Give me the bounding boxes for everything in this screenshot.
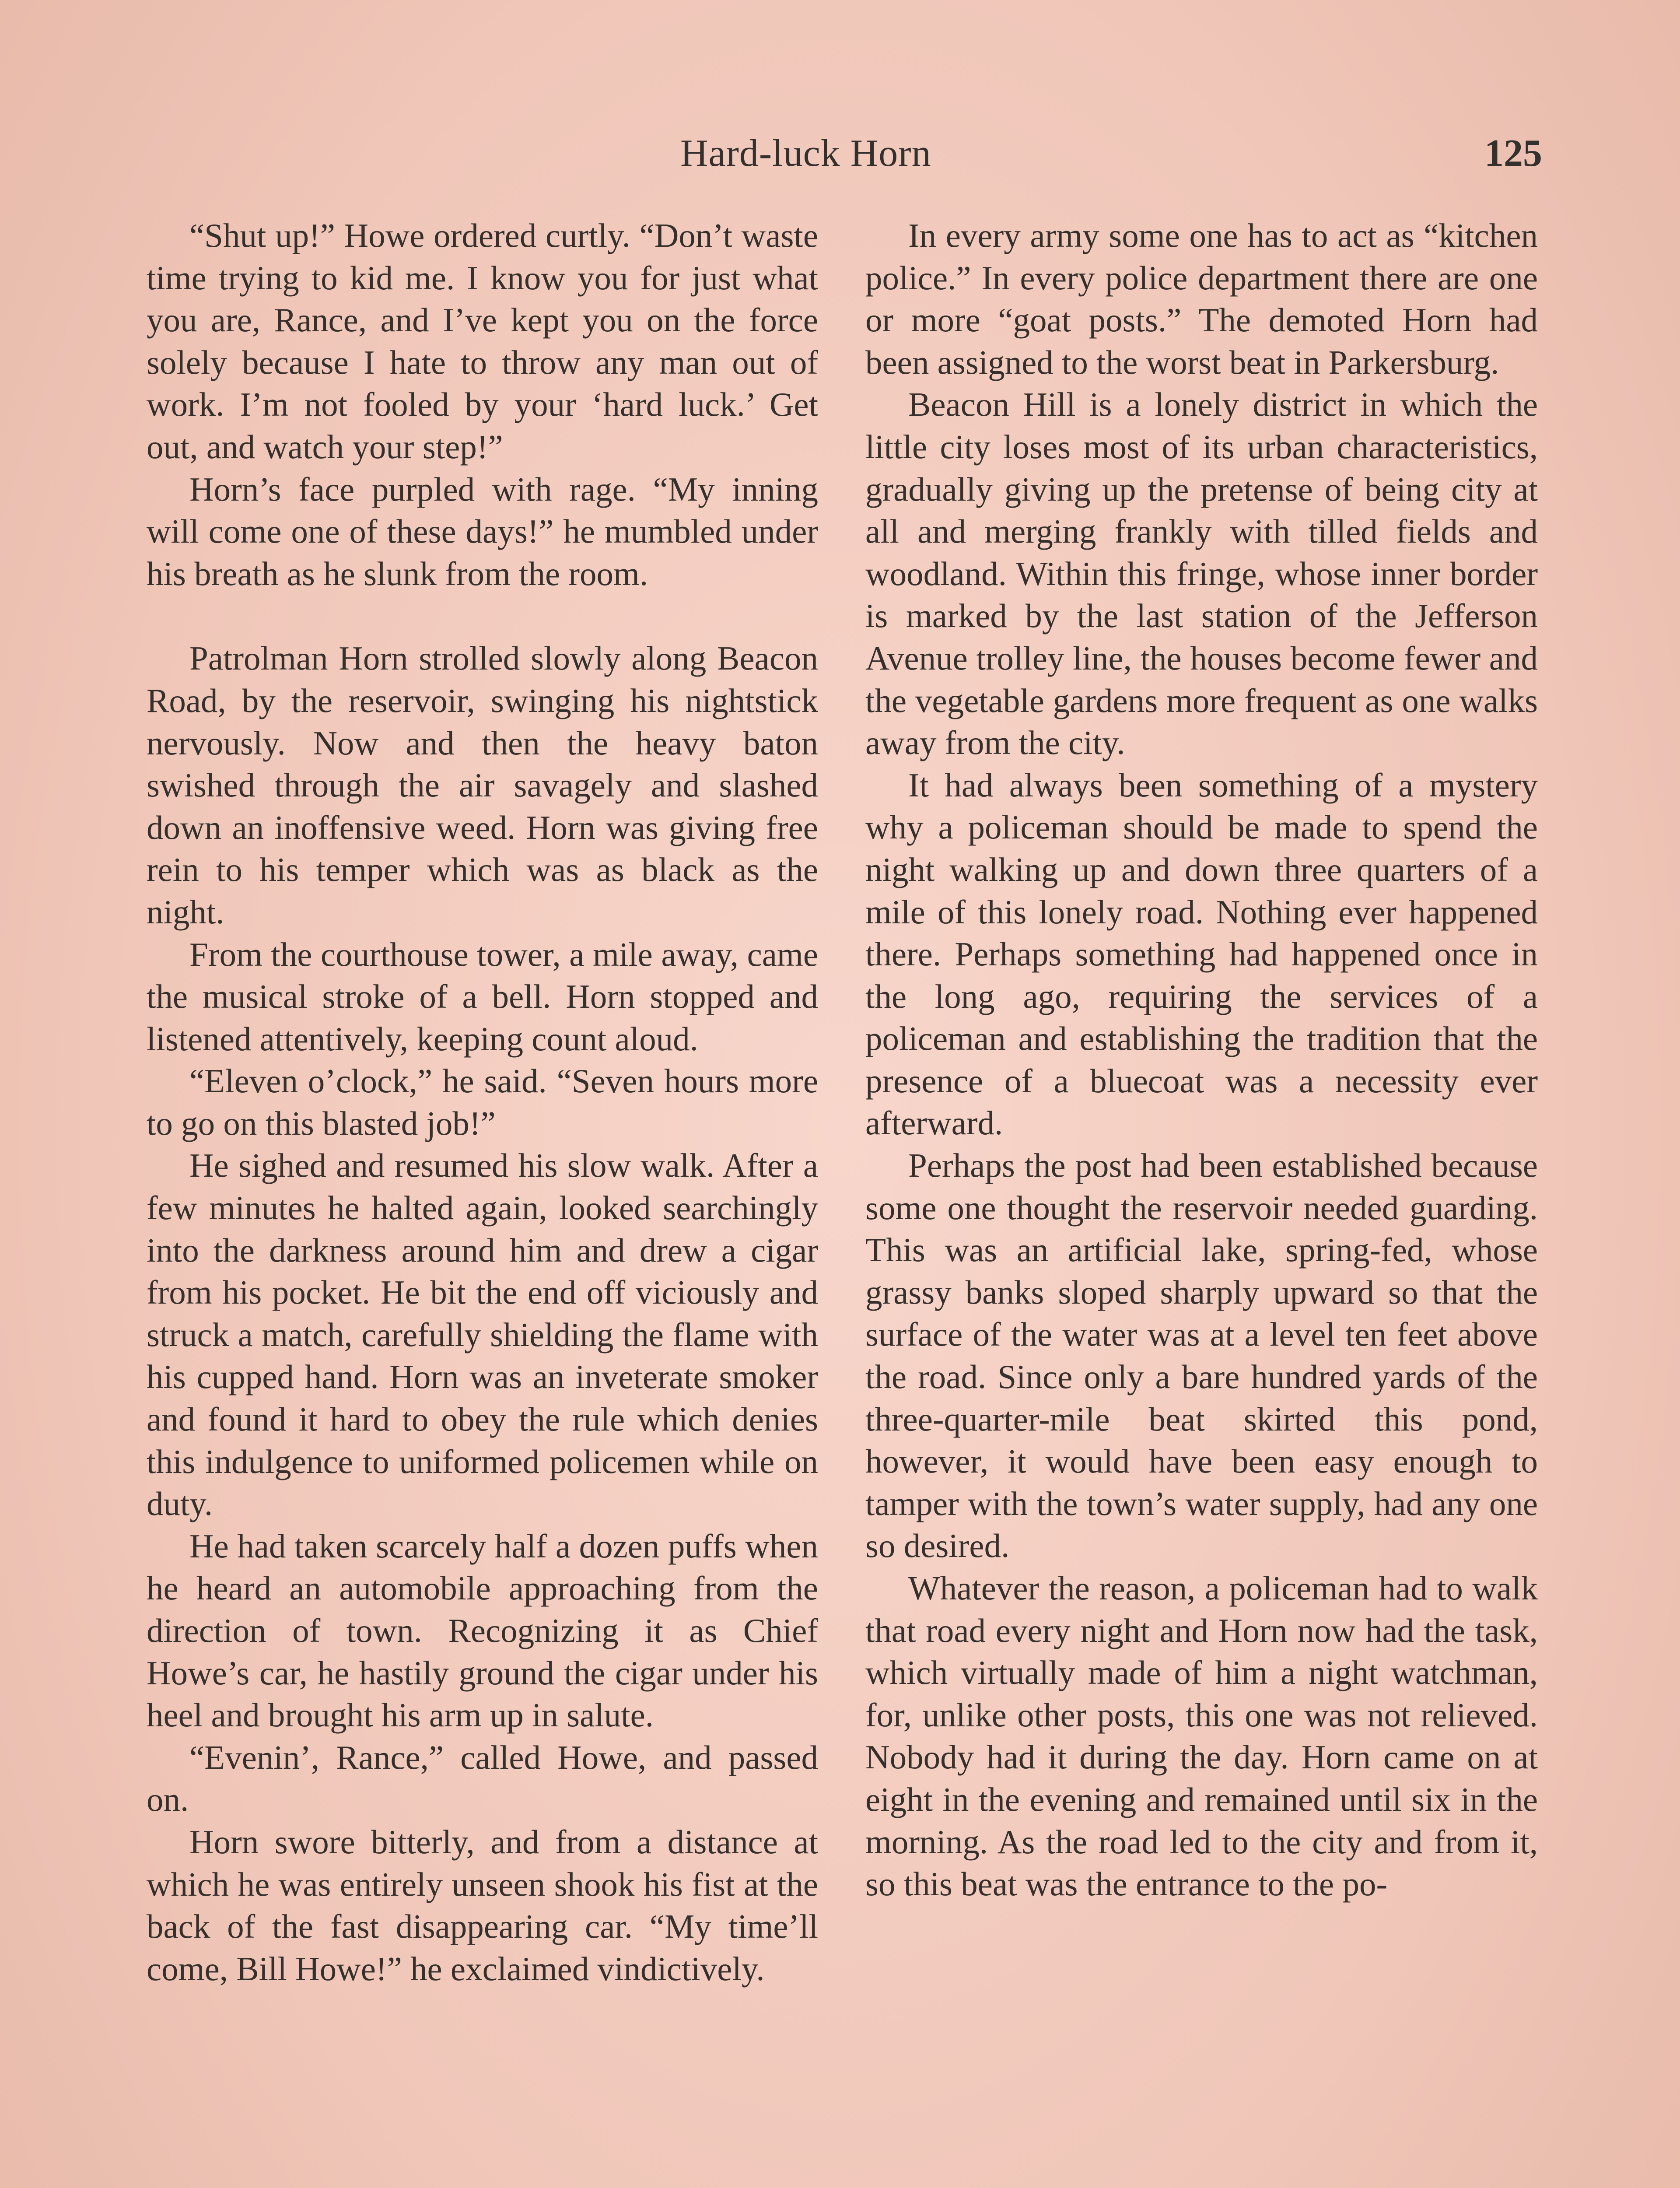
paragraph: From the courthouse tower, a mile away, came the musical stroke of a bell. Horn stopped and listened attentively, keeping count aloud. (147, 935, 818, 1058)
paragraph: “Evenin’, Rance,” called Howe, and passed on. (147, 1738, 818, 1819)
page-number: 125 (1484, 132, 1542, 175)
paragraph: Beacon Hill is a lonely district in which the little city loses most of its urban characteristics, gradually giving up the pretense of being city at all and merging frankly with tilled fields and woodland. Within this fringe, whose inner border is marked by the last station of the Jefferson Avenue trolley line, the houses become fewer and the vegetable gardens more frequent as one walks away from the city. (865, 386, 1538, 762)
section-break (147, 595, 818, 637)
paragraph: In every army some one has to act as “kitchen police.” In every police department there are one or more “goat posts.” The demoted Horn had been assigned to the worst beat in Parkersburg. (865, 217, 1538, 381)
right-column (865, 214, 1538, 1905)
paragraph: It had always been something of a mystery why a policeman should be made to spend the night walking up and down three quarters of a mile of this lonely road. Nothing ever happened there. Perhaps something had happened once in the long ago, requiring the services of a policeman and establishing the tradition that the presence of a bluecoat was a necessity ever afterward. (865, 766, 1538, 1142)
paragraph: Horn’s face purpled with rage. “My inning will come one of these days!” he mumbled under his breath as he slunk from the room. (147, 470, 818, 593)
paragraph: Patrolman Horn strolled slowly along Beacon Road, by the reservoir, swinging his nightstick nervously. Now and then the heavy baton swished through the air savagely and slashed down an inoffensive weed. Horn was giving free rein to his temper which was as black as the night. (147, 639, 818, 931)
paragraph: Horn swore bitterly, and from a distance at which he was entirely unseen shook his fist at the back of the fast disappearing car. “My time’ll come, Bill Howe!” he exclaimed vindictively. (147, 1823, 818, 1988)
paragraph: Whatever the reason, a policeman had to walk that road every night and Horn now had the task, which virtually made of him a night watchman, for, unlike other posts, this one was not relieved. Nobody had it during the day. Horn came on at eight in the evening and remained until six in the morning. As the road led to the city and from it, so this beat was the entrance to the po- (865, 1569, 1538, 1903)
paragraph: “Shut up!” Howe ordered curtly. “Don’t waste time trying to kid me. I know you for just what you are, Rance, and I’ve kept you on the force solely because I hate to throw any man out of work. I’m not fooled by your ‘hard luck.’ Get out, and watch your step!” (147, 217, 818, 466)
paragraph: “Eleven o’clock,” he said. “Seven hours more to go on this blasted job!” (147, 1062, 818, 1142)
running-title: Hard-luck Horn (680, 132, 931, 175)
left-column (147, 214, 818, 1990)
running-header (0, 131, 1680, 179)
paragraph: He had taken scarcely half a dozen puffs when he heard an automobile approaching from the direction of town. Recognizing it as Chief Howe’s car, he hastily ground the cigar under his heel and brought his arm up in salute. (147, 1527, 818, 1734)
paragraph: Perhaps the post had been established because some one thought the reservoir needed guarding. This was an artificial lake, spring-fed, whose grassy banks sloped sharply upward so that the surface of the water was at a level ten feet above the road. Since only a bare hundred yards of the three-quarter-mile beat skirted this pond, however, it would have been easy enough to tamper with the town’s water supply, had any one so desired. (865, 1147, 1538, 1565)
paragraph: He sighed and resumed his slow walk. After a few minutes he halted again, looked searchingly into the darkness around him and drew a cigar from his pocket. He bit the end off viciously and struck a match, carefully shielding the flame with his cupped hand. Horn was an inveterate smoker and found it hard to obey the rule which denies this indulgence to uniformed policemen while on duty. (147, 1147, 818, 1523)
